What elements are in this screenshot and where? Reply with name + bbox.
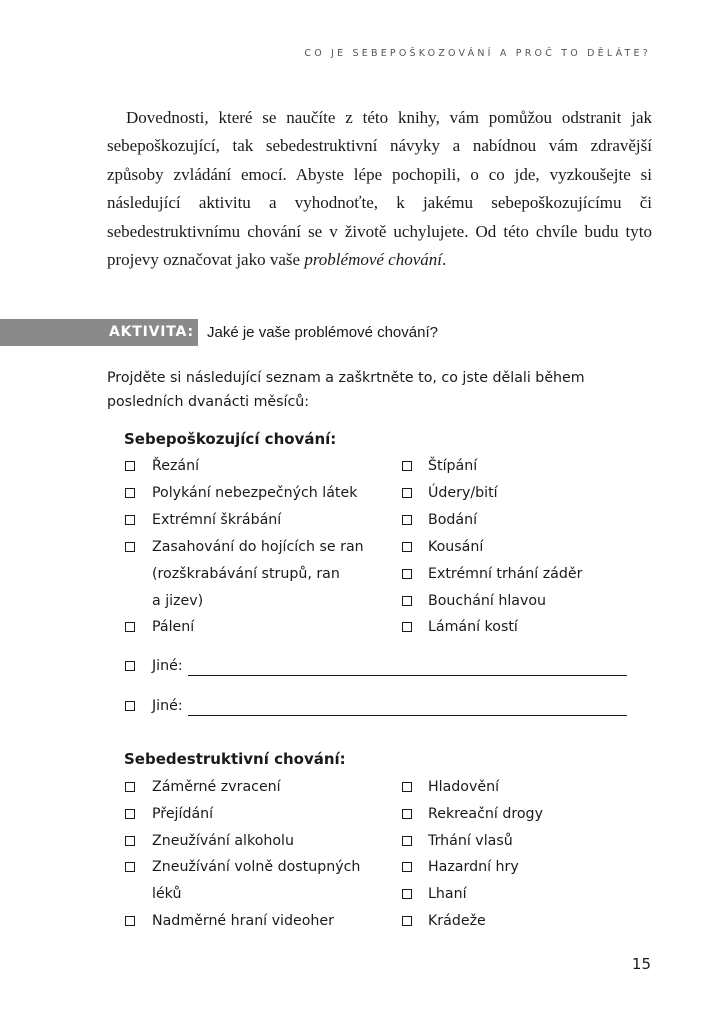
checkbox[interactable] [402,569,412,579]
checklist-item: Pálení [152,619,195,635]
checkbox[interactable] [125,622,135,632]
running-head: CO JE SEBEPOŠKOZOVÁNÍ A PROČ TO DĚLÁTE? [304,48,651,59]
checklist-item: Řezání [152,458,200,474]
checkbox[interactable] [125,542,135,552]
checklist-item: Údery/bití [428,485,498,501]
checkbox[interactable] [125,782,135,792]
checkbox[interactable] [125,916,135,926]
checkbox[interactable] [402,862,412,872]
intro-end: . [442,250,447,270]
checklist-item: Extrémní škrábání [152,512,282,528]
checklist-item: Zneužívání alkoholu [152,833,294,849]
checklist-item-continued: a jizev) [152,593,204,609]
other-label: Jiné: [152,658,183,674]
checkbox[interactable] [125,488,135,498]
checkbox[interactable] [402,542,412,552]
checklist-item: Hazardní hry [428,859,519,875]
checkbox[interactable] [402,889,412,899]
checklist-item: Polykání nebezpečných látek [152,485,358,501]
checkbox[interactable] [402,596,412,606]
checklist-item: Přejídání [152,806,214,822]
checklist-item-continued: léků [152,886,182,902]
activity-instructions: Projděte si následující seznam a zaškrtněte to, co jste dělali během posledních dvanácti měsíců: [107,370,585,410]
checkbox[interactable] [402,809,412,819]
self-destructive-title: Sebedestruktivní chování: [124,750,346,768]
checklist-item: Záměrné zvracení [152,779,281,795]
checkbox[interactable] [125,809,135,819]
checklist-item: Hladovění [428,779,500,795]
checklist-item: Extrémní trhání záděr [428,566,583,582]
checkbox[interactable] [125,515,135,525]
checkbox[interactable] [125,701,135,711]
other-label: Jiné: [152,698,183,714]
checklist-item: Štípání [428,458,478,474]
checkbox[interactable] [402,461,412,471]
checkbox[interactable] [125,862,135,872]
intro-paragraph [107,104,652,274]
checkbox[interactable] [402,515,412,525]
other-write-in-line[interactable] [188,675,627,676]
intro-emphasis: problémové chování [304,250,442,270]
page-number: 15 [631,955,651,973]
checklist-item: Lhaní [428,886,467,902]
checklist-item: Bodání [428,512,478,528]
checklist-item: Zasahování do hojících se ran [152,539,364,555]
checklist-item: Zneužívání volně dostupných [152,859,361,875]
checkbox[interactable] [402,836,412,846]
checklist-item: Bouchání hlavou [428,593,547,609]
checklist-item: Kousání [428,539,484,555]
checkbox[interactable] [125,461,135,471]
self-harm-title: Sebepoškozující chování: [124,430,337,448]
checklist-item: Nadměrné hraní videoher [152,913,334,929]
checkbox[interactable] [402,622,412,632]
checklist-item: Krádeže [428,913,486,929]
intro-text: Dovednosti, které se naučíte z této knihy, vám pomůžou odstranit jak sebepoškozující, tak sebedestruktivní návyky a nabídnou vám zdravější způsoby zvládání emocí. Abyste lépe pochopili, o co jde, vyzkoušejte si následující aktivitu a vyhodnoťte, k jakému sebepoškozujícímu či sebedestruktivnímu chování se v životě uchylujete. Od této chvíle budu tyto projevy označovat jako vaše [107,108,652,270]
other-write-in-line[interactable] [188,715,627,716]
checkbox[interactable] [125,836,135,846]
activity-title: Jaké je vaše problémové chování? [207,324,438,341]
checklist-item-continued: (rozškrabávání strupů, ran [152,566,340,582]
checklist-item: Rekreační drogy [428,806,543,822]
checkbox[interactable] [402,916,412,926]
checkbox[interactable] [402,488,412,498]
activity-label: AKTIVITA: [109,324,194,340]
checkbox[interactable] [402,782,412,792]
checkbox[interactable] [125,661,135,671]
checklist-item: Trhání vlasů [428,833,513,849]
checklist-item: Lámání kostí [428,619,518,635]
